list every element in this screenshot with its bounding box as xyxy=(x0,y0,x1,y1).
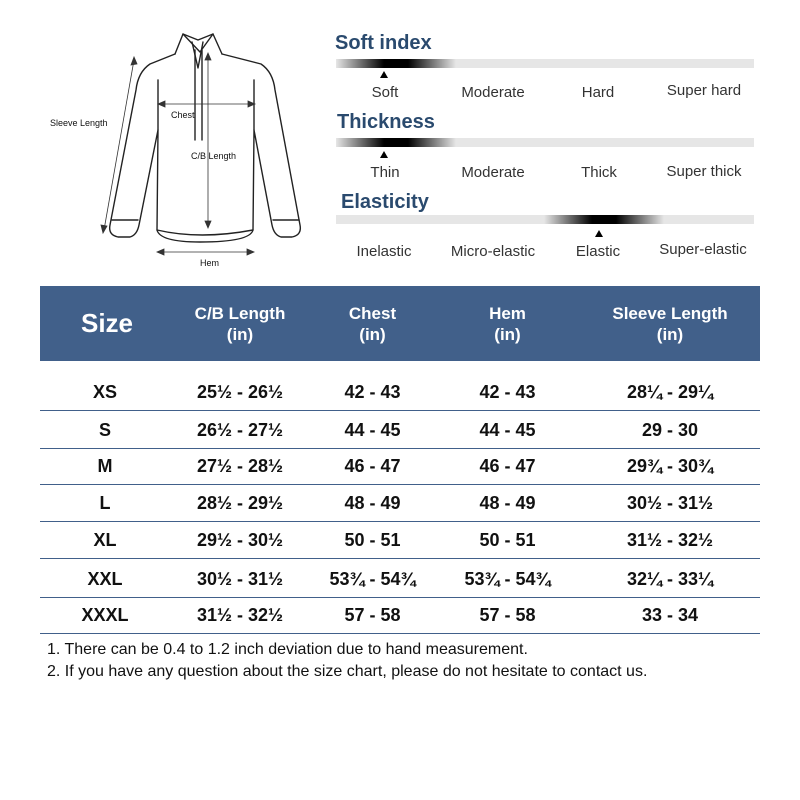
size-cell: L xyxy=(99,493,111,513)
elasticity-option: Micro-elastic xyxy=(450,243,536,260)
note-contact: 2. If you have any question about the size chart, please do not hesitate to contact us. xyxy=(47,663,648,680)
cb-length-cell: 25½ - 26½ xyxy=(196,382,284,402)
table-row xyxy=(40,523,760,559)
hem-cell: 46 - 47 xyxy=(479,456,536,476)
column-header-unit: (in) xyxy=(359,324,386,344)
cb-length-cell: 29½ - 30½ xyxy=(196,530,284,550)
size-cell: XS xyxy=(92,382,117,402)
column-header-size xyxy=(42,286,172,361)
soft-index-option: Super hard xyxy=(666,82,742,99)
column-header-unit: (in) xyxy=(656,324,684,344)
thickness-title: Thickness xyxy=(337,111,435,133)
cb-length-cell: 30½ - 31½ xyxy=(196,569,284,589)
hem-cell: 50 - 51 xyxy=(479,530,536,550)
note-deviation: 1. There can be 0.4 to 1.2 inch deviation due to hand measurement. xyxy=(47,641,528,658)
soft-index-pointer-icon xyxy=(380,71,388,78)
elasticity-marker xyxy=(544,215,664,224)
column-header-sleeve-length xyxy=(580,286,760,361)
elasticity-pointer-icon xyxy=(595,230,603,237)
chest-cell: 57 - 58 xyxy=(344,605,401,625)
column-header-label: Chest xyxy=(348,303,397,323)
soft-index-title: Soft index xyxy=(335,32,432,54)
chest-cell: 53¾ - 54¾ xyxy=(329,569,416,589)
table-row xyxy=(40,449,760,485)
table-row xyxy=(40,486,760,522)
size-cell: XL xyxy=(93,530,117,550)
thickness-option: Moderate xyxy=(461,164,525,181)
hem-cell: 57 - 58 xyxy=(479,605,536,625)
sleeve-length-cell: 30½ - 31½ xyxy=(626,493,714,513)
hem-cell: 48 - 49 xyxy=(479,493,536,513)
elasticity-bar xyxy=(336,215,754,224)
soft-index-option: Soft xyxy=(371,84,399,101)
shirt-outline-icon xyxy=(40,20,330,275)
cb-length-cell: 31½ - 32½ xyxy=(196,605,284,625)
table-row xyxy=(40,562,760,598)
thickness-option: Thin xyxy=(370,164,400,181)
column-header-unit: (in) xyxy=(226,324,254,344)
soft-index-bar xyxy=(336,59,754,68)
shirt-diagram xyxy=(40,20,330,275)
cb-length-label: C/B Length xyxy=(191,151,237,161)
table-row xyxy=(40,413,760,449)
soft-index-marker xyxy=(336,59,456,68)
elasticity-option: Super-elastic xyxy=(659,241,747,258)
column-header-hem xyxy=(435,286,580,361)
sleeve-length-cell: 33 - 34 xyxy=(641,605,699,625)
elasticity-option: Elastic xyxy=(575,243,621,260)
size-cell: XXXL xyxy=(81,605,129,625)
sleeve-length-cell: 29¾ - 30¾ xyxy=(626,456,714,476)
hem-cell: 53¾ - 54¾ xyxy=(464,569,551,589)
soft-index-option: Hard xyxy=(581,84,615,101)
chest-label: Chest xyxy=(171,110,195,120)
hem-cell: 44 - 45 xyxy=(479,420,536,440)
table-header xyxy=(40,286,760,361)
chest-cell: 46 - 47 xyxy=(344,456,401,476)
chest-cell: 48 - 49 xyxy=(344,493,401,513)
elasticity-option: Inelastic xyxy=(356,243,412,260)
thickness-option: Super thick xyxy=(666,163,742,180)
sleeve-length-cell: 28¼ - 29¼ xyxy=(626,382,714,402)
column-header-unit: (in) xyxy=(494,324,521,344)
chest-cell: 42 - 43 xyxy=(344,382,401,402)
sleeve-length-cell: 29 - 30 xyxy=(641,420,699,440)
table-row xyxy=(40,375,760,411)
table-row xyxy=(40,598,760,634)
thickness-marker xyxy=(336,138,456,147)
sleeve-length-cell: 31½ - 32½ xyxy=(626,530,714,550)
cb-length-cell: 28½ - 29½ xyxy=(196,493,284,513)
column-header-label: C/B Length xyxy=(194,303,286,323)
elasticity-title: Elasticity xyxy=(341,191,429,213)
soft-index-option: Moderate xyxy=(461,84,525,101)
size-cell: M xyxy=(97,456,113,476)
thickness-bar xyxy=(336,138,754,147)
size-cell: S xyxy=(98,420,111,440)
column-header-label: Size xyxy=(80,308,134,338)
hem-label: Hem xyxy=(200,258,220,268)
column-header-label: Sleeve Length xyxy=(612,303,728,323)
column-header-cb-length xyxy=(170,286,310,361)
chest-cell: 50 - 51 xyxy=(344,530,401,550)
hem-cell: 42 - 43 xyxy=(479,382,536,402)
chest-cell: 44 - 45 xyxy=(344,420,401,440)
cb-length-cell: 27½ - 28½ xyxy=(196,456,284,476)
column-header-label: Hem xyxy=(489,303,526,323)
size-cell: XXL xyxy=(87,569,123,589)
thickness-option: Thick xyxy=(581,164,617,181)
sleeve-length-label: Sleeve Length xyxy=(50,118,108,128)
sleeve-length-cell: 32¼ - 33¼ xyxy=(626,569,714,589)
cb-length-cell: 26½ - 27½ xyxy=(196,420,284,440)
thickness-pointer-icon xyxy=(380,151,388,158)
column-header-chest xyxy=(310,286,435,361)
